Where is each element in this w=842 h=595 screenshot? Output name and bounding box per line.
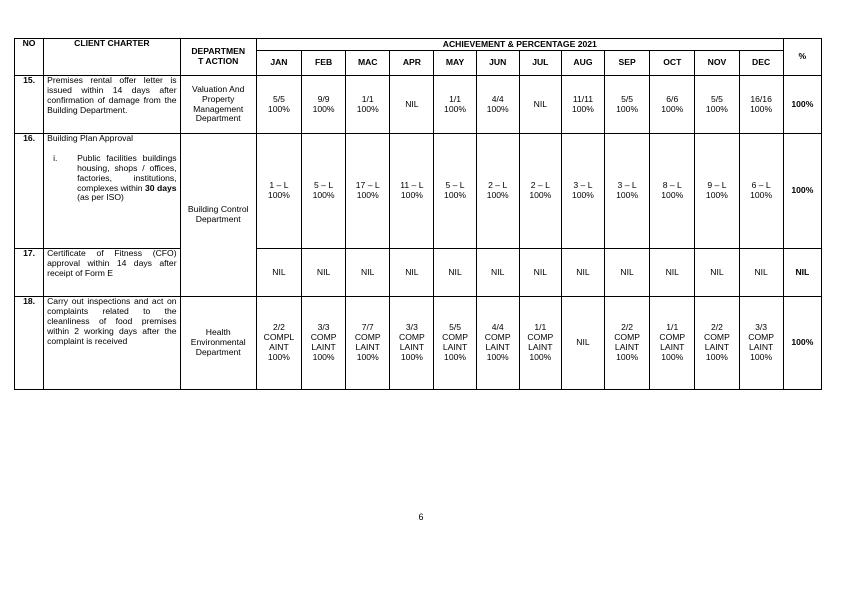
month-value-cell bbox=[605, 297, 650, 390]
cell-line-b: 100% bbox=[616, 103, 639, 114]
cell-line-d: 100% bbox=[356, 351, 379, 362]
month-value-cell bbox=[476, 134, 519, 249]
cell-line-a: 11/11 bbox=[572, 93, 594, 104]
row-number: 15. bbox=[15, 76, 44, 134]
month-value-cell bbox=[346, 297, 390, 390]
cell-line-b: 100% bbox=[571, 190, 594, 200]
cell-line-d: 100% bbox=[267, 351, 290, 362]
cell-line-a: 2 – L bbox=[530, 180, 550, 191]
cell-line-a: 3/3 bbox=[755, 322, 768, 333]
month-value-cell: NIL bbox=[256, 249, 301, 297]
cell-line-b: COMP bbox=[310, 332, 337, 343]
month-value-cell: NIL bbox=[739, 249, 783, 297]
cell-line-a: 5 – L bbox=[314, 180, 334, 191]
cell-line-b: 100% bbox=[444, 190, 467, 200]
row-number: 17. bbox=[15, 249, 44, 297]
cell-line-c: LAINT bbox=[748, 342, 774, 352]
cell-line-b: 100% bbox=[267, 103, 290, 114]
month-value-cell bbox=[476, 297, 519, 390]
header-achievement: ACHIEVEMENT & PERCENTAGE 2021 bbox=[256, 39, 783, 51]
header-month: AUG bbox=[561, 51, 604, 76]
subitem-number: i. bbox=[53, 152, 58, 163]
cell-line-b: 100% bbox=[356, 103, 379, 114]
row-number: 18. bbox=[15, 297, 44, 390]
cell-line-d: 100% bbox=[616, 351, 639, 362]
month-value-cell bbox=[519, 297, 561, 390]
cell-line-a: 6/6 bbox=[666, 93, 679, 104]
cell-line-b: COMP bbox=[704, 332, 730, 343]
cell-line-a: NIL bbox=[576, 337, 590, 348]
cell-line-a: 6 – L bbox=[751, 180, 771, 191]
cell-line-b: COMP bbox=[399, 332, 425, 343]
month-value-cell bbox=[476, 76, 519, 134]
month-value-cell bbox=[434, 76, 476, 134]
header-month: NOV bbox=[695, 51, 739, 76]
subitem-text-bold: 30 days bbox=[145, 182, 177, 193]
header-month: MAC bbox=[346, 51, 390, 76]
cell-line-a: 9/9 bbox=[317, 93, 330, 104]
header-month: JAN bbox=[256, 51, 301, 76]
cell-line-a: 11 – L bbox=[400, 180, 424, 191]
cell-line-a: 5 – L bbox=[445, 180, 465, 191]
cell-line-b: COMP bbox=[614, 332, 640, 343]
cell-line-a: 16/16 bbox=[750, 93, 772, 104]
department-cell: Valuation And Property Management Department bbox=[180, 76, 256, 134]
header-no: NO bbox=[15, 39, 44, 76]
cell-line-a: NIL bbox=[533, 98, 547, 109]
cell-line-c: LAINT bbox=[399, 342, 425, 352]
month-value-cell bbox=[256, 297, 301, 390]
charter-text bbox=[44, 134, 180, 249]
month-value-cell bbox=[256, 134, 301, 249]
cell-line-d: 100% bbox=[661, 351, 684, 362]
cell-line-b: COMP bbox=[442, 332, 468, 343]
header-month: APR bbox=[390, 51, 434, 76]
month-value-cell bbox=[561, 76, 604, 134]
row-percent: 100% bbox=[783, 76, 821, 134]
client-charter-table bbox=[14, 38, 822, 390]
row-number: 16. bbox=[15, 134, 44, 249]
cell-line-a: 1/1 bbox=[361, 93, 374, 104]
row-percent: 100% bbox=[783, 297, 821, 390]
table-row-17 bbox=[15, 249, 822, 297]
month-value-cell: NIL bbox=[302, 249, 346, 297]
cell-line-a: 3 – L bbox=[573, 180, 593, 191]
month-value-cell bbox=[561, 134, 604, 249]
row-percent: NIL bbox=[783, 249, 821, 297]
cell-line-a: 5/5 bbox=[272, 93, 285, 104]
month-value-cell: NIL bbox=[390, 249, 434, 297]
department-cell: Health Environmental Department bbox=[180, 297, 256, 390]
cell-line-c: LAINT bbox=[528, 342, 553, 352]
cell-line-a: 17 – L bbox=[355, 180, 380, 191]
cell-line-b: COMP bbox=[659, 332, 686, 343]
month-value-cell bbox=[695, 134, 739, 249]
cell-line-c: LAINT bbox=[442, 342, 468, 352]
cell-line-d: 100% bbox=[750, 351, 773, 362]
month-value-cell bbox=[519, 76, 561, 134]
cell-line-b: 100% bbox=[400, 190, 423, 200]
cell-line-a: 3/3 bbox=[317, 322, 330, 333]
cell-line-a: 3/3 bbox=[405, 322, 418, 333]
month-value-cell: NIL bbox=[346, 249, 390, 297]
month-value-cell bbox=[739, 76, 783, 134]
department-cell: Building Control Department bbox=[180, 134, 256, 297]
month-value-cell bbox=[346, 134, 390, 249]
cell-line-c: LAINT bbox=[355, 342, 380, 352]
cell-line-a: 1/1 bbox=[666, 322, 679, 333]
cell-line-a: 2 – L bbox=[488, 180, 508, 191]
month-value-cell bbox=[434, 297, 476, 390]
month-value-cell bbox=[434, 134, 476, 249]
cell-line-b: COMP bbox=[527, 332, 554, 343]
cell-line-b: 100% bbox=[486, 103, 509, 114]
cell-line-b: COMP bbox=[748, 332, 775, 343]
cell-line-a: 5/5 bbox=[710, 93, 723, 104]
header-month: MAY bbox=[434, 51, 476, 76]
month-value-cell bbox=[739, 134, 783, 249]
cell-line-a: 5/5 bbox=[621, 93, 634, 104]
month-value-cell bbox=[519, 134, 561, 249]
month-value-cell bbox=[650, 76, 695, 134]
cell-line-d: 100% bbox=[486, 351, 509, 362]
table-row-18 bbox=[15, 297, 822, 390]
cell-line-a: 1 – L bbox=[269, 180, 289, 191]
cell-line-b: 100% bbox=[616, 190, 639, 200]
cell-line-a: 2/2 bbox=[710, 322, 723, 333]
month-value-cell: NIL bbox=[476, 249, 519, 297]
month-value-cell bbox=[650, 134, 695, 249]
month-value-cell bbox=[739, 297, 783, 390]
cell-line-a: NIL bbox=[405, 98, 419, 109]
charter-title: Building Plan Approval bbox=[47, 133, 134, 143]
month-value-cell bbox=[605, 134, 650, 249]
header-client-charter: CLIENT CHARTER bbox=[44, 39, 180, 76]
cell-line-b: COMPL bbox=[263, 332, 295, 343]
cell-line-b: 100% bbox=[661, 190, 684, 200]
cell-line-a: 2/2 bbox=[272, 322, 285, 333]
charter-text: Certificate of Fitness (CFO) approval within 14 days after receipt of Form E bbox=[44, 249, 180, 297]
cell-line-a: 1/1 bbox=[449, 93, 462, 104]
cell-line-b: 100% bbox=[750, 190, 773, 200]
header-month: FEB bbox=[302, 51, 346, 76]
row-percent: 100% bbox=[783, 134, 821, 249]
cell-line-b: COMP bbox=[484, 332, 511, 343]
page-number: 6 bbox=[418, 512, 424, 522]
cell-line-c: LAINT bbox=[614, 342, 640, 352]
cell-line-d: 100% bbox=[705, 351, 728, 362]
cell-line-a: 1/1 bbox=[534, 322, 547, 333]
header-row-1 bbox=[15, 39, 822, 51]
cell-line-a: 4/4 bbox=[491, 322, 504, 333]
cell-line-b: 100% bbox=[705, 190, 728, 200]
cell-line-b: 100% bbox=[571, 103, 594, 114]
table-row-16 bbox=[15, 134, 822, 249]
month-value-cell bbox=[302, 76, 346, 134]
header-percent: % bbox=[783, 39, 821, 76]
header-department-action bbox=[180, 39, 256, 76]
header-department-line1: DEPARTMEN bbox=[191, 46, 246, 57]
cell-line-c: LAINT bbox=[311, 342, 336, 352]
month-value-cell: NIL bbox=[605, 249, 650, 297]
subitem-text-post: (as per ISO) bbox=[77, 192, 124, 203]
header-month: SEP bbox=[605, 51, 650, 76]
cell-line-d: 100% bbox=[529, 351, 552, 362]
cell-line-d: 100% bbox=[400, 351, 423, 362]
cell-line-a: 4/4 bbox=[491, 93, 504, 104]
cell-line-b: 100% bbox=[661, 103, 684, 114]
cell-line-b: 100% bbox=[312, 190, 335, 200]
cell-line-c: AINT bbox=[269, 342, 289, 352]
cell-line-b: 100% bbox=[529, 190, 552, 200]
header-month: JUN bbox=[476, 51, 519, 76]
cell-line-d: 100% bbox=[444, 351, 467, 362]
cell-line-a: 2/2 bbox=[621, 322, 634, 333]
month-value-cell bbox=[605, 76, 650, 134]
cell-line-b: 100% bbox=[267, 190, 290, 200]
cell-line-d: 100% bbox=[312, 351, 335, 362]
month-value-cell: NIL bbox=[695, 249, 739, 297]
header-month: DEC bbox=[739, 51, 783, 76]
cell-line-c: LAINT bbox=[660, 342, 685, 352]
month-value-cell: NIL bbox=[650, 249, 695, 297]
cell-line-b: COMP bbox=[354, 332, 381, 343]
month-value-cell bbox=[346, 76, 390, 134]
cell-line-b: 100% bbox=[750, 103, 773, 114]
month-value-cell: NIL bbox=[434, 249, 476, 297]
subitem-text-pre: Public facilities buildings housing, shops / offices, factories, institutions, complexes within bbox=[77, 152, 177, 193]
month-value-cell bbox=[695, 297, 739, 390]
cell-line-c: LAINT bbox=[704, 342, 730, 352]
month-value-cell bbox=[650, 297, 695, 390]
month-value-cell bbox=[561, 297, 604, 390]
month-value-cell bbox=[390, 134, 434, 249]
cell-line-c: LAINT bbox=[485, 342, 510, 352]
month-value-cell: NIL bbox=[561, 249, 604, 297]
cell-line-a: 5/5 bbox=[449, 322, 462, 333]
cell-line-b: 100% bbox=[486, 190, 509, 200]
charter-subitem bbox=[47, 154, 176, 203]
charter-text: Carry out inspections and act on complaints related to the cleanliness of food premises within 2 working days after the complaint is received bbox=[44, 297, 180, 390]
cell-line-a: 8 – L bbox=[662, 180, 682, 191]
header-department-line2: T ACTION bbox=[198, 56, 239, 66]
cell-line-b: 100% bbox=[312, 103, 335, 114]
cell-line-b: 100% bbox=[356, 190, 379, 200]
cell-line-b: 100% bbox=[444, 103, 467, 114]
month-value-cell bbox=[302, 297, 346, 390]
cell-line-a: 7/7 bbox=[361, 322, 374, 333]
month-value-cell bbox=[390, 76, 434, 134]
table-row-15 bbox=[15, 76, 822, 134]
month-value-cell bbox=[302, 134, 346, 249]
month-value-cell bbox=[256, 76, 301, 134]
header-month: JUL bbox=[519, 51, 561, 76]
subitem-text bbox=[77, 154, 176, 203]
month-value-cell bbox=[695, 76, 739, 134]
month-value-cell bbox=[390, 297, 434, 390]
charter-text: Premises rental offer letter is issued within 14 days after confirmation of damage from the Building Department. bbox=[44, 76, 180, 134]
cell-line-b: 100% bbox=[705, 103, 728, 114]
cell-line-a: 9 – L bbox=[707, 180, 727, 191]
header-month: OCT bbox=[650, 51, 695, 76]
cell-line-a: 3 – L bbox=[617, 180, 637, 191]
month-value-cell: NIL bbox=[519, 249, 561, 297]
